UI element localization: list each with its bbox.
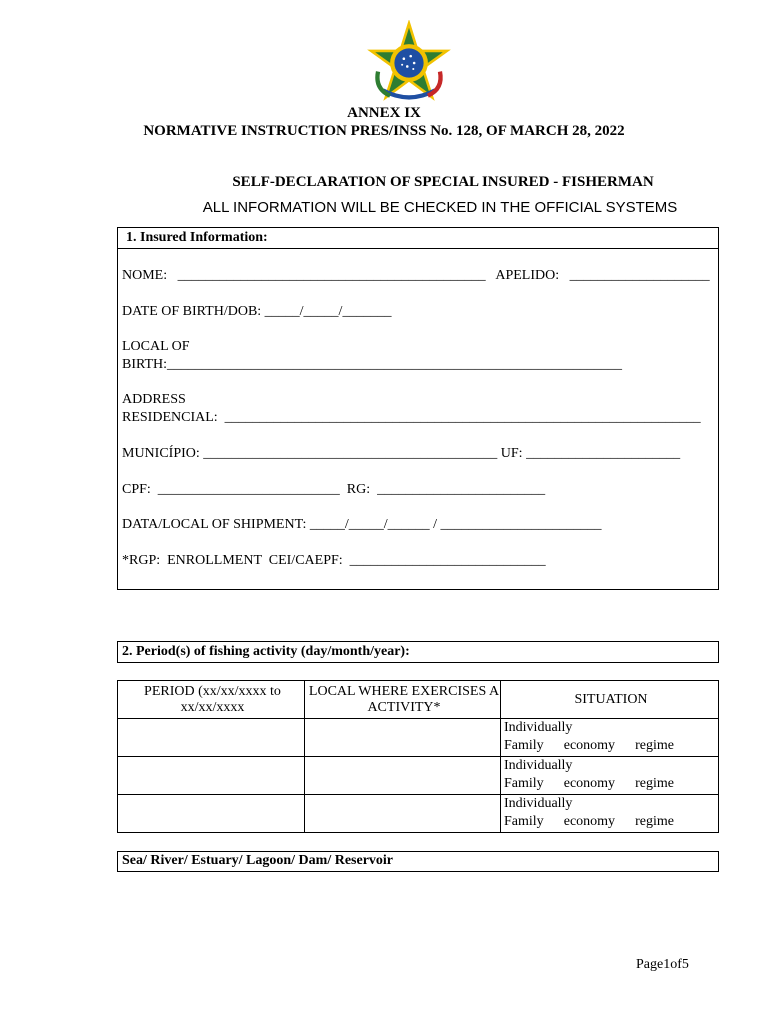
municipality-uf-field[interactable]: MUNICÍPIO: __________________________________________ UF: ______________________ xyxy=(122,446,681,461)
period-cell[interactable] xyxy=(118,795,305,833)
table-row xyxy=(118,757,719,795)
local-of-birth-field[interactable]: BIRTH:_________________________________________________________________ xyxy=(122,357,623,372)
cpf-rg-field[interactable]: CPF: __________________________ RG: ________________________ xyxy=(122,482,546,497)
verification-notice: ALL INFORMATION WILL BE CHECKED IN THE OFFICIAL SYSTEMS xyxy=(202,199,678,216)
form-title: SELF-DECLARATION OF SPECIAL INSURED - FISHERMAN xyxy=(232,174,654,190)
table-header-row xyxy=(118,681,719,719)
residential-address-field[interactable]: RESIDENCIAL: ____________________________________________________________________ xyxy=(122,410,701,425)
rgp-enrollment-field[interactable]: *RGP: ENROLLMENT CEI/CAEPF: ____________________________ xyxy=(122,553,546,568)
individually-option[interactable]: Individually xyxy=(504,758,573,773)
family-economy-regime-option[interactable]: Family economy regime xyxy=(504,738,674,753)
local-cell[interactable] xyxy=(305,719,501,757)
page-number: Page1of5 xyxy=(636,957,689,972)
situation-column-header: SITUATION xyxy=(501,681,719,719)
family-economy-regime-option[interactable]: Family economy regime xyxy=(504,776,674,791)
period-cell[interactable] xyxy=(118,719,305,757)
period-column-header: PERIOD (xx/xx/xxxx to xx/xx/xxxx xyxy=(118,681,305,719)
fishing-periods-table xyxy=(117,680,719,833)
brazil-coat-of-arms-icon xyxy=(366,20,452,106)
local-cell[interactable] xyxy=(305,795,501,833)
local-of-birth-label: LOCAL OF xyxy=(122,339,190,354)
table-row xyxy=(118,795,719,833)
annex-title: ANNEX IX xyxy=(347,105,421,121)
individually-option[interactable]: Individually xyxy=(504,796,573,811)
shipment-date-local-field[interactable]: DATA/LOCAL OF SHIPMENT: _____/_____/______ / _______________________ xyxy=(122,517,602,532)
period-cell[interactable] xyxy=(118,757,305,795)
situation-cell[interactable] xyxy=(501,757,719,795)
address-label: ADDRESS xyxy=(122,392,186,407)
location-types-footnote: Sea/ River/ Estuary/ Lagoon/ Dam/ Reservoir xyxy=(122,853,394,868)
family-economy-regime-option[interactable]: Family economy regime xyxy=(504,814,674,829)
local-cell[interactable] xyxy=(305,757,501,795)
local-column-header: LOCAL WHERE EXERCISES A ACTIVITY* xyxy=(305,681,501,719)
table-row xyxy=(118,719,719,757)
situation-cell[interactable] xyxy=(501,719,719,757)
date-of-birth-field[interactable]: DATE OF BIRTH/DOB: _____/_____/_______ xyxy=(122,304,392,319)
section1-title: 1. Insured Information: xyxy=(126,230,268,245)
name-nickname-field[interactable]: NOME: ____________________________________________ APELIDO: ____________________ xyxy=(122,268,710,283)
instruction-title: NORMATIVE INSTRUCTION PRES/INSS No. 128, OF MARCH 28, 2022 xyxy=(143,123,625,139)
individually-option[interactable]: Individually xyxy=(504,720,573,735)
section2-title: 2. Period(s) of fishing activity (day/month/year): xyxy=(122,644,410,659)
situation-cell[interactable] xyxy=(501,795,719,833)
